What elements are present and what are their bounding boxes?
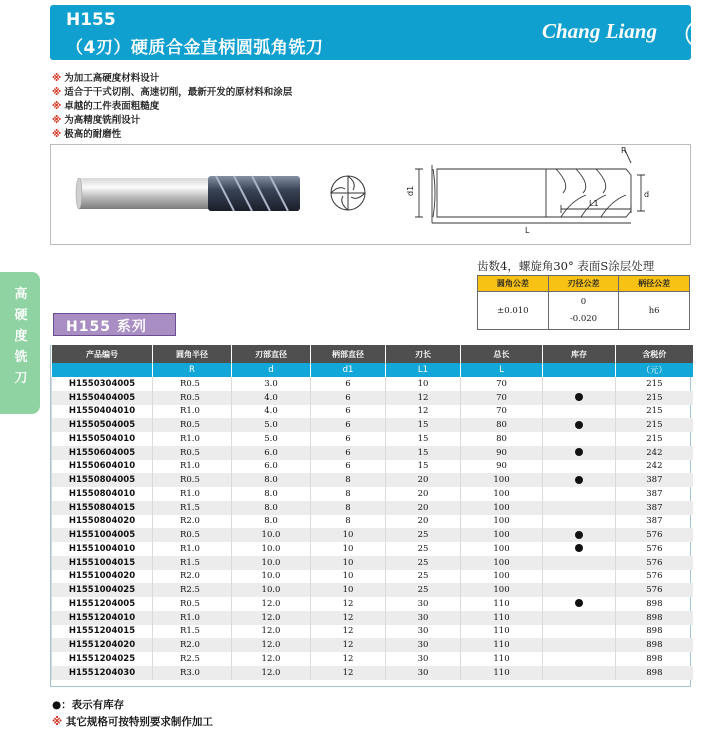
in-stock-icon (575, 421, 583, 429)
product-code-cell: H1551204010 (52, 611, 153, 625)
blade-diameter-cell: 10.0 (232, 542, 311, 556)
end-mill-drawing (51, 145, 690, 244)
blade-diameter-cell: 10.0 (232, 528, 311, 542)
brand-logo-icon (685, 19, 715, 49)
label-d: d (644, 190, 650, 199)
product-code-cell: H1551004010 (52, 542, 153, 556)
feature-item: ※ 为高精度铣削设计 (52, 115, 141, 126)
total-length-cell: 100 (461, 542, 543, 556)
blade-length-cell: 15 (386, 460, 461, 474)
column-subheader: R (153, 363, 232, 377)
product-code-cell: H1551204030 (52, 666, 153, 680)
column-subheader: d (232, 363, 311, 377)
radius-cell: R0.5 (153, 528, 232, 542)
total-length-cell: 110 (461, 666, 543, 680)
shank-diameter-cell: 6 (311, 405, 386, 419)
blade-diameter-cell: 5.0 (232, 418, 311, 432)
table-row (52, 542, 693, 556)
footnote-custom: ※ 其它规格可按特别要求制作加工 (52, 716, 213, 728)
radius-cell: R0.5 (153, 391, 232, 405)
label-r: R (621, 146, 627, 155)
total-length-cell: 70 (461, 377, 543, 391)
blade-diameter-cell: 8.0 (232, 487, 311, 501)
column-header: 产品编号 (52, 345, 153, 363)
blade-diameter-cell: 10.0 (232, 556, 311, 570)
product-code-cell: H1550404005 (52, 391, 153, 405)
blade-diameter-cell: 10.0 (232, 583, 311, 597)
shank-diameter-cell: 10 (311, 542, 386, 556)
column-subheader (52, 363, 153, 377)
radius-cell: R1.5 (153, 625, 232, 639)
tolerance-header: 刃径公差 (548, 276, 619, 292)
end-view-symbol (331, 176, 365, 210)
radius-cell: R3.0 (153, 666, 232, 680)
product-code-cell: H1550804020 (52, 515, 153, 529)
radius-cell: R0.5 (153, 597, 232, 611)
series-label: H155 系列 (53, 313, 176, 336)
blade-diameter-cell: 12.0 (232, 652, 311, 666)
shank-diameter-cell: 6 (311, 432, 386, 446)
blade-length-cell: 25 (386, 528, 461, 542)
label-l1: L1 (589, 199, 599, 208)
column-header: 总长 (461, 345, 543, 363)
total-length-cell: 80 (461, 432, 543, 446)
shank-diameter-cell: 10 (311, 528, 386, 542)
blade-diameter-cell: 6.0 (232, 460, 311, 474)
product-code-cell: H1551004005 (52, 528, 153, 542)
price-cell: 898 (616, 666, 693, 680)
blade-length-cell: 15 (386, 446, 461, 460)
table-row (52, 487, 693, 501)
radius-tolerance: ±0.010 (478, 292, 549, 330)
blade-length-cell: 15 (386, 418, 461, 432)
table-row (52, 460, 693, 474)
shank-diameter-cell: 12 (311, 611, 386, 625)
price-cell: 898 (616, 625, 693, 639)
stock-cell (543, 542, 616, 556)
total-length-cell: 100 (461, 528, 543, 542)
price-cell: 576 (616, 556, 693, 570)
total-length-cell: 110 (461, 611, 543, 625)
shank-diameter-cell: 8 (311, 515, 386, 529)
radius-cell: R0.5 (153, 446, 232, 460)
column-header: 刃长 (386, 345, 461, 363)
stock-cell (543, 377, 616, 391)
radius-cell: R2.0 (153, 638, 232, 652)
stock-cell (543, 405, 616, 419)
price-cell: 576 (616, 542, 693, 556)
product-code-cell: H1551204015 (52, 625, 153, 639)
shank-diameter-cell: 6 (311, 391, 386, 405)
total-length-cell: 110 (461, 652, 543, 666)
model-code: H155 (66, 10, 116, 30)
shank-diameter-cell: 10 (311, 583, 386, 597)
total-length-cell: 100 (461, 556, 543, 570)
radius-cell: R1.5 (153, 556, 232, 570)
in-stock-icon (575, 476, 583, 484)
price-cell: 215 (616, 418, 693, 432)
radius-cell: R1.5 (153, 501, 232, 515)
product-code-cell: H1551004015 (52, 556, 153, 570)
blade-diameter-cell: 4.0 (232, 391, 311, 405)
price-cell: 898 (616, 652, 693, 666)
radius-cell: R1.0 (153, 542, 232, 556)
catalog-header (50, 5, 708, 60)
total-length-cell: 110 (461, 638, 543, 652)
product-table-frame (50, 345, 691, 687)
table-row (52, 611, 693, 625)
blade-diameter-cell: 12.0 (232, 666, 311, 680)
blade-diameter-cell: 10.0 (232, 570, 311, 584)
blade-tolerance: 0 -0.020 (548, 292, 619, 330)
shank-diameter-cell: 6 (311, 418, 386, 432)
price-cell: 215 (616, 391, 693, 405)
radius-cell: R0.5 (153, 377, 232, 391)
blade-diameter-cell: 12.0 (232, 597, 311, 611)
radius-cell: R1.0 (153, 460, 232, 474)
total-length-cell: 70 (461, 405, 543, 419)
product-code-cell: H1551204020 (52, 638, 153, 652)
tolerance-table (477, 275, 690, 330)
in-stock-icon (575, 531, 583, 539)
table-row (52, 652, 693, 666)
product-code-cell: H1551204005 (52, 597, 153, 611)
blade-diameter-cell: 8.0 (232, 473, 311, 487)
table-row (52, 528, 693, 542)
price-cell: 242 (616, 446, 693, 460)
product-code-cell: H1550804010 (52, 487, 153, 501)
table-row (52, 570, 693, 584)
blade-length-cell: 25 (386, 556, 461, 570)
end-mill-photo (76, 176, 300, 211)
price-cell: 387 (616, 473, 693, 487)
shank-tolerance: h6 (619, 292, 690, 330)
total-length-cell: 100 (461, 583, 543, 597)
blade-diameter-cell: 12.0 (232, 625, 311, 639)
label-l: L (525, 226, 530, 235)
table-row (52, 446, 693, 460)
price-cell: 387 (616, 487, 693, 501)
radius-cell: R2.5 (153, 652, 232, 666)
shank-diameter-cell: 10 (311, 556, 386, 570)
stock-cell (543, 625, 616, 639)
stock-cell (543, 570, 616, 584)
table-row (52, 473, 693, 487)
blade-length-cell: 25 (386, 570, 461, 584)
stock-cell (543, 528, 616, 542)
shank-diameter-cell: 6 (311, 446, 386, 460)
shank-diameter-cell: 12 (311, 638, 386, 652)
tolerance-header: 柄径公差 (619, 276, 690, 292)
blade-length-cell: 12 (386, 391, 461, 405)
blade-diameter-cell: 12.0 (232, 638, 311, 652)
shank-diameter-cell: 6 (311, 460, 386, 474)
in-stock-icon (575, 393, 583, 401)
blade-length-cell: 20 (386, 501, 461, 515)
shank-diameter-cell: 12 (311, 597, 386, 611)
price-cell: 387 (616, 515, 693, 529)
radius-cell: R1.0 (153, 432, 232, 446)
spec-caption: 齿数4，螺旋角30° 表面S涂层处理 (477, 259, 655, 273)
product-code-cell: H1551004025 (52, 583, 153, 597)
price-cell: 576 (616, 583, 693, 597)
product-code-cell: H1550804005 (52, 473, 153, 487)
stock-cell (543, 418, 616, 432)
radius-cell: R1.0 (153, 405, 232, 419)
product-title: （4刃）硬质合金直柄圆弧角铣刀 (66, 38, 324, 58)
table-row (52, 501, 693, 515)
table-row (52, 666, 693, 680)
product-code-cell: H1550504005 (52, 418, 153, 432)
category-label: 高硬度铣刀 (14, 287, 28, 386)
blade-diameter-cell: 8.0 (232, 515, 311, 529)
column-header: 含税价 (616, 345, 693, 363)
product-code-cell: H1550604010 (52, 460, 153, 474)
blade-length-cell: 10 (386, 377, 461, 391)
shank-diameter-cell: 10 (311, 570, 386, 584)
price-cell: 898 (616, 597, 693, 611)
blade-length-cell: 25 (386, 542, 461, 556)
total-length-cell: 100 (461, 487, 543, 501)
tolerance-header: 圆角公差 (478, 276, 549, 292)
stock-cell (543, 391, 616, 405)
total-length-cell: 90 (461, 460, 543, 474)
price-cell: 576 (616, 528, 693, 542)
total-length-cell: 90 (461, 446, 543, 460)
price-cell: 898 (616, 638, 693, 652)
feature-item: ※ 卓越的工件表面粗糙度 (52, 101, 160, 112)
blade-length-cell: 30 (386, 638, 461, 652)
stock-cell (543, 501, 616, 515)
product-code-cell: H1550304005 (52, 377, 153, 391)
product-code-cell: H1550404010 (52, 405, 153, 419)
table-row (52, 625, 693, 639)
shank-diameter-cell: 12 (311, 625, 386, 639)
price-cell: 898 (616, 611, 693, 625)
brand-name: Chang Liang (542, 19, 657, 43)
stock-cell (543, 638, 616, 652)
feature-list (52, 70, 292, 140)
price-cell: 215 (616, 377, 693, 391)
stock-cell (543, 666, 616, 680)
tool-figure-panel (50, 144, 691, 245)
radius-cell: R2.0 (153, 570, 232, 584)
blade-length-cell: 20 (386, 487, 461, 501)
footnote-stock: ●：表示有库存 (52, 699, 125, 711)
table-row (52, 377, 693, 391)
stock-cell (543, 583, 616, 597)
footnotes (52, 697, 213, 731)
blade-length-cell: 30 (386, 597, 461, 611)
radius-cell: R0.5 (153, 473, 232, 487)
feature-item: ※ 极高的耐磨性 (52, 129, 122, 140)
blade-length-cell: 30 (386, 611, 461, 625)
logo-glyph: 丰 (692, 25, 708, 44)
stock-cell (543, 556, 616, 570)
shank-diameter-cell: 12 (311, 666, 386, 680)
table-row (52, 418, 693, 432)
blade-diameter-cell: 12.0 (232, 611, 311, 625)
shank-diameter-cell: 8 (311, 473, 386, 487)
stock-cell (543, 432, 616, 446)
blade-diameter-cell: 5.0 (232, 432, 311, 446)
radius-cell: R0.5 (153, 418, 232, 432)
radius-cell: R2.0 (153, 515, 232, 529)
shank-diameter-cell: 6 (311, 377, 386, 391)
price-cell: 576 (616, 570, 693, 584)
blade-length-cell: 25 (386, 583, 461, 597)
product-code-cell: H1550804015 (52, 501, 153, 515)
shank-diameter-cell: 8 (311, 501, 386, 515)
table-row (52, 515, 693, 529)
label-d1: d1 (406, 185, 415, 196)
feature-item: ※ 为加工高硬度材料设计 (52, 73, 160, 84)
column-header: 库存 (543, 345, 616, 363)
price-cell: 387 (616, 501, 693, 515)
stock-cell (543, 487, 616, 501)
blade-diameter-cell: 4.0 (232, 405, 311, 419)
table-row (52, 597, 693, 611)
stock-cell (543, 597, 616, 611)
blade-diameter-cell: 8.0 (232, 501, 311, 515)
radius-cell: R1.0 (153, 611, 232, 625)
in-stock-icon (575, 599, 583, 607)
product-code-cell: H1550604005 (52, 446, 153, 460)
blade-length-cell: 20 (386, 515, 461, 529)
table-row (52, 583, 693, 597)
price-cell: 242 (616, 460, 693, 474)
stock-cell (543, 446, 616, 460)
stock-cell (543, 473, 616, 487)
total-length-cell: 110 (461, 625, 543, 639)
in-stock-icon (575, 448, 583, 456)
shank-diameter-cell: 12 (311, 652, 386, 666)
blade-length-cell: 30 (386, 625, 461, 639)
stock-cell (543, 460, 616, 474)
column-header: 柄部直径 (311, 345, 386, 363)
column-header: 刃部直径 (232, 345, 311, 363)
total-length-cell: 80 (461, 418, 543, 432)
product-code-cell: H1550504010 (52, 432, 153, 446)
feature-item: ※ 适合于干式切削、高速切削，最新开发的原材料和涂层 (52, 87, 293, 98)
total-length-cell: 100 (461, 515, 543, 529)
column-subheader: （元） (616, 363, 693, 377)
table-row (52, 391, 693, 405)
product-table (51, 345, 693, 680)
blade-length-cell: 12 (386, 405, 461, 419)
radius-cell: R1.0 (153, 487, 232, 501)
blade-diameter-cell: 3.0 (232, 377, 311, 391)
total-length-cell: 100 (461, 570, 543, 584)
blade-length-cell: 30 (386, 666, 461, 680)
total-length-cell: 70 (461, 391, 543, 405)
column-subheader: d1 (311, 363, 386, 377)
blade-length-cell: 20 (386, 473, 461, 487)
table-row (52, 556, 693, 570)
column-header: 圆角半径 (153, 345, 232, 363)
dimension-drawing (415, 150, 645, 223)
price-cell: 215 (616, 405, 693, 419)
blade-diameter-cell: 6.0 (232, 446, 311, 460)
radius-cell: R2.5 (153, 583, 232, 597)
shank-diameter-cell: 8 (311, 487, 386, 501)
total-length-cell: 100 (461, 501, 543, 515)
product-code-cell: H1551204025 (52, 652, 153, 666)
table-row (52, 432, 693, 446)
total-length-cell: 100 (461, 473, 543, 487)
total-length-cell: 110 (461, 597, 543, 611)
column-subheader: L (461, 363, 543, 377)
category-side-tab (0, 272, 40, 414)
product-code-cell: H1551004020 (52, 570, 153, 584)
price-cell: 215 (616, 432, 693, 446)
stock-cell (543, 611, 616, 625)
column-subheader: L1 (386, 363, 461, 377)
column-subheader (543, 363, 616, 377)
stock-cell (543, 652, 616, 666)
blade-length-cell: 30 (386, 652, 461, 666)
table-row (52, 638, 693, 652)
in-stock-icon (575, 544, 583, 552)
blade-length-cell: 15 (386, 432, 461, 446)
table-row (52, 405, 693, 419)
stock-cell (543, 515, 616, 529)
